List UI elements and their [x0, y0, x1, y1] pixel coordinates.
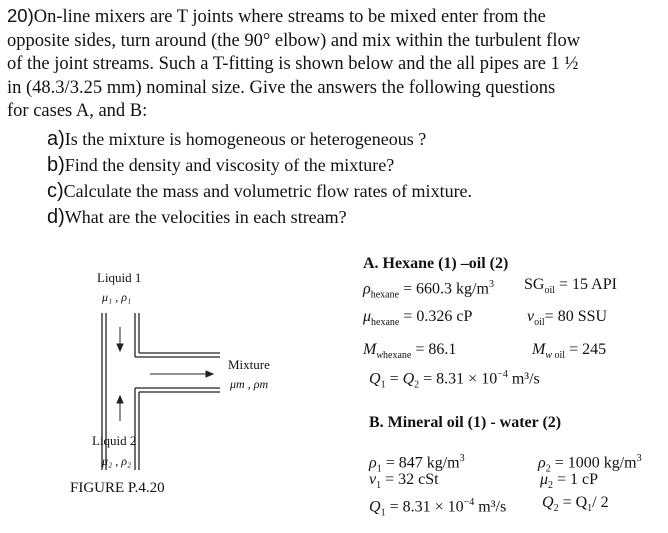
question-b-text: Find the density and viscosity of the mixture? — [64, 155, 395, 175]
q2-value: = Q — [562, 494, 588, 511]
case-b-kinematic-viscosity-1: $\nu_1 = 32$ cSt — [369, 471, 439, 492]
case-b-viscosity-2: $\mu_2 = 1$ cP — [540, 471, 599, 492]
question-b — [47, 153, 394, 177]
mixture-properties: μm , ρm — [230, 377, 269, 391]
problem-line-2: opposite sides, turn around (the 90° elbow) and mix within the turbulent flow — [7, 30, 581, 51]
mu2-value: = 1 cP — [557, 471, 599, 488]
q2-tail: / 2 — [592, 494, 609, 511]
case-a-viscosity-hexane: $\mu_{hexane} = 0.326$ cP — [363, 308, 473, 329]
case-a-title — [363, 254, 508, 274]
sg-oil-value: = 15 API — [559, 276, 617, 293]
case-a-flow-unit: m³/s — [507, 370, 540, 388]
case-a-density-hexane: $\rho_{hexane} = 660.3$ $kg/m^3$ — [363, 279, 494, 301]
question-a-text: Is the mixture is homogeneous or heterogeneous ? — [64, 129, 427, 149]
case-a-flow-rates: $Q_1 = Q_2 = 8.31 \times 10^{-4}$ m³/s — [369, 369, 540, 391]
q1-value: = 8.31 × 10 — [389, 498, 464, 516]
question-b-letter: b) — [47, 154, 65, 176]
question-a — [47, 127, 426, 151]
problem-number: 20) — [7, 5, 34, 26]
case-b-density-1: $\rho_1 = 847$ $kg/m^3$ — [369, 453, 465, 475]
case-b-title — [369, 413, 561, 433]
figure-caption: FIGURE P.4.20 — [70, 480, 165, 496]
q1-unit: m³/s — [474, 498, 507, 516]
liquid-2-properties: μ₂ , ρ₂ — [102, 454, 132, 468]
question-a-letter: a) — [47, 128, 65, 150]
nu1-value: = 32 cSt — [385, 471, 439, 488]
question-c-text: Calculate the mass and volumetric flow rates of mixture. — [63, 181, 473, 201]
liquid-1-label: Liquid 1 — [97, 270, 142, 285]
mw-hexane-value: = 86.1 — [415, 341, 457, 358]
problem-line-4: in (48.3/3.25 mm) nominal size. Give the answers the following questions — [7, 77, 556, 98]
question-c-letter: c) — [47, 180, 64, 202]
arrow-right-head — [206, 371, 213, 377]
arrow-down-head — [117, 344, 123, 351]
question-d — [47, 205, 347, 229]
case-a-mw-hexane: $M_{whexane} = 86.1$ — [363, 341, 457, 362]
case-b-density-2: $\rho_2 = 1000$ $kg/m^3$ — [538, 453, 642, 475]
case-a-sg-oil: $SG_{oil} = 15$ API — [524, 276, 617, 297]
problem-statement — [7, 4, 659, 124]
rho2-value: = 1000 kg/m — [554, 454, 637, 472]
case-a-mw-oil: $M_w$ $_{oil}$ = 245 — [532, 341, 607, 362]
case-a-kinematic-viscosity-oil: $\nu_{oil}= 80$ SSU — [527, 308, 608, 329]
problem-line-1-text: On-line mixers are T joints where streams to be mixed enter from the — [33, 7, 546, 27]
rho-hexane-value: = 660.3 kg/m — [403, 280, 489, 298]
mw-oil-value: = 245 — [569, 341, 607, 358]
arrow-up-head — [117, 396, 123, 403]
flow-arrows — [117, 327, 213, 421]
problem-line-1 — [7, 4, 659, 30]
case-a-flow-exponent: −4 — [497, 369, 508, 380]
liquid-2-label: Liquid 2 — [92, 433, 137, 448]
problem-line-3: of the joint streams. Such a T-fitting is shown below and the all pipes are 1 ½ — [7, 54, 579, 74]
nu-oil-value: = 80 SSU — [544, 308, 608, 325]
case-b-flow-2: $Q_2 = Q_1/$ 2 — [542, 494, 609, 515]
case-a-flow-value: = 8.31 × 10 — [423, 370, 498, 388]
question-c — [47, 179, 472, 203]
liquid-1-properties: μ₁ , ρ₁ — [102, 290, 132, 304]
mu-hexane-value: = 0.326 cP — [403, 308, 473, 325]
case-b-flow-1: $Q_1 = 8.31 \times 10^{-4}$ m³/s — [369, 497, 507, 519]
case-a-title-text: A. Hexane (1) –oil (2) — [363, 255, 509, 272]
question-d-text: What are the velocities in each stream? — [64, 207, 347, 227]
case-b-title-text: B. Mineral oil (1) - water (2) — [369, 414, 562, 431]
question-d-letter: d) — [47, 206, 65, 228]
problem-line-5: for cases A, and B: — [7, 101, 148, 121]
rho1-value: = 847 kg/m — [385, 454, 460, 472]
q1-exponent: −4 — [463, 497, 475, 508]
mixture-label: Mixture — [228, 357, 270, 372]
